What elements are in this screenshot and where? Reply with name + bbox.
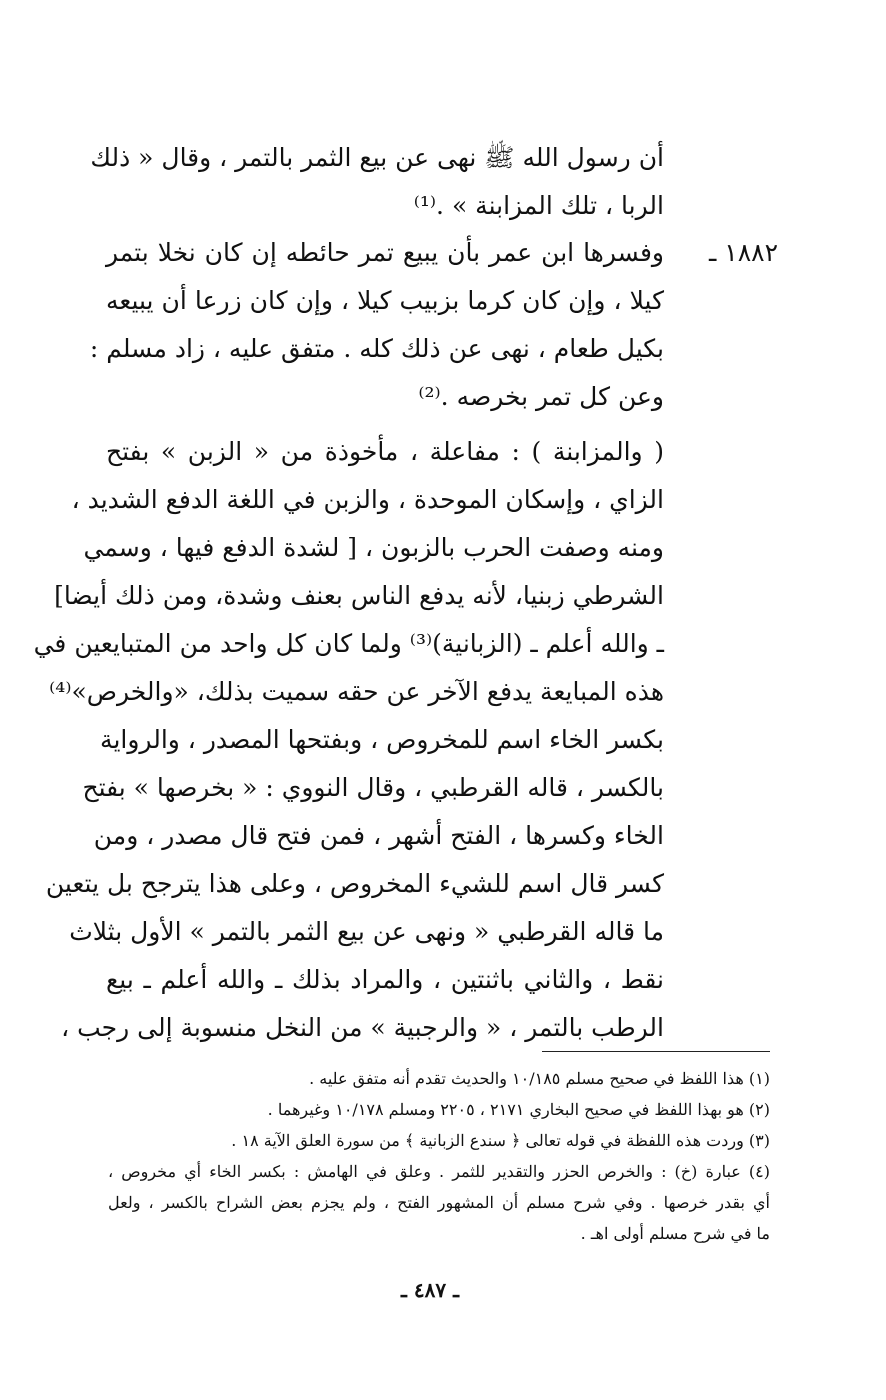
- commentary-paragraph: [33, 428, 664, 1052]
- text-line: وعن كل تمر بخرصه .⁽²⁾: [418, 382, 664, 411]
- footnote-1: (١) هذا اللفظ في صحيح مسلم ١٠/١٨٥ والحديث تقدم أنه متفق عليه .: [309, 1069, 770, 1088]
- text-line: أن رسول الله ﷺ نهى عن بيع الثمر بالتمر ، وقال « ذلك: [90, 143, 664, 172]
- footnote-divider: [542, 1051, 770, 1052]
- text-line: بكسر الخاء اسم للمخروص ، وبفتحها المصدر ، والرواية: [100, 725, 664, 754]
- text-line: الخاء وكسرها ، الفتح أشهر ، فمن فتح قال مصدر ، ومن: [93, 821, 664, 850]
- text-line: الرطب بالتمر ، « والرجبية » من النخل منسوبة إلى رجب ،: [61, 1013, 664, 1042]
- text-line: ( والمزابنة ) : مفاعلة ، مأخوذة من « الزبن » بفتح: [106, 437, 664, 466]
- text-line: ومنه وصفت الحرب بالزبون ، [ لشدة الدفع فيها ، وسمي: [83, 533, 664, 562]
- text-line: هذه المبايعة يدفع الآخر عن حقه سميت بذلك، «والخرص»⁽⁴⁾: [49, 677, 664, 706]
- footnote-2: (٢) هو بهذا اللفظ في صحيح البخاري ٢١٧١ ، ٢٢٠٥ ومسلم ١٠/١٧٨ وغيرهما .: [267, 1100, 770, 1119]
- footnote-4: (٤) عبارة (خ) : والخرص الحزر والتقدير للثمر . وعلق في الهامش : بكسر الخاء أي مخروص ،: [108, 1162, 770, 1181]
- text-line: وفسرها ابن عمر بأن يبيع تمر حائطه إن كان نخلا بتمر: [106, 238, 664, 267]
- page-number: ـ ٤٨٧ ـ: [401, 1278, 459, 1302]
- top-paragraph: [90, 134, 664, 230]
- text-line: نقط ، والثاني باثنتين ، والمراد بذلك ـ والله أعلم ـ بيع: [106, 965, 664, 994]
- text-line: الربا ، تلك المزابنة » .⁽¹⁾: [413, 191, 664, 220]
- footnote-4-cont: أي بقدر خرصها . وفي شرح مسلم أن المشهور الفتح ، ولم يجزم بعض الشراح بالكسر ، ولعل: [108, 1193, 770, 1212]
- text-line: الشرطي زبنيا، لأنه يدفع الناس بعنف وشدة، ومن ذلك أيضا]: [54, 581, 664, 610]
- text-line: كيلا ، وإن كان كرما بزبيب كيلا ، وإن كان زرعا أن يبيعه: [106, 286, 664, 315]
- text-line: الزاي ، وإسكان الموحدة ، والزبن في اللغة الدفع الشديد ،: [71, 485, 664, 514]
- hadith-paragraph: [89, 229, 664, 421]
- footnotes: [108, 1063, 770, 1249]
- text-line: ـ والله أعلم ـ (الزبانية)⁽³⁾ ولما كان كل واحد من المتبايعين في: [33, 629, 664, 658]
- text-line: بكيل طعام ، نهى عن ذلك كله . متفق عليه ، زاد مسلم :: [89, 334, 664, 363]
- text-line: ما قاله القرطبي « ونهى عن بيع الثمر بالتمر » الأول بثلاث: [69, 917, 664, 946]
- footnote-3: (٣) وردت هذه اللفظة في قوله تعالى ﴿ سندع الزبانية ﴾ من سورة العلق الآية ١٨ .: [231, 1131, 770, 1150]
- text-line: بالكسر ، قاله القرطبي ، وقال النووي : « بخرصها » بفتح: [82, 773, 664, 802]
- hadith-number: ١٨٨٢ ـ: [709, 238, 778, 267]
- text-line: كسر قال اسم للشيء المخروص ، وعلى هذا يترجح بل يتعين: [45, 869, 664, 898]
- footnote-4-end: ما في شرح مسلم أولى اهـ .: [580, 1224, 770, 1243]
